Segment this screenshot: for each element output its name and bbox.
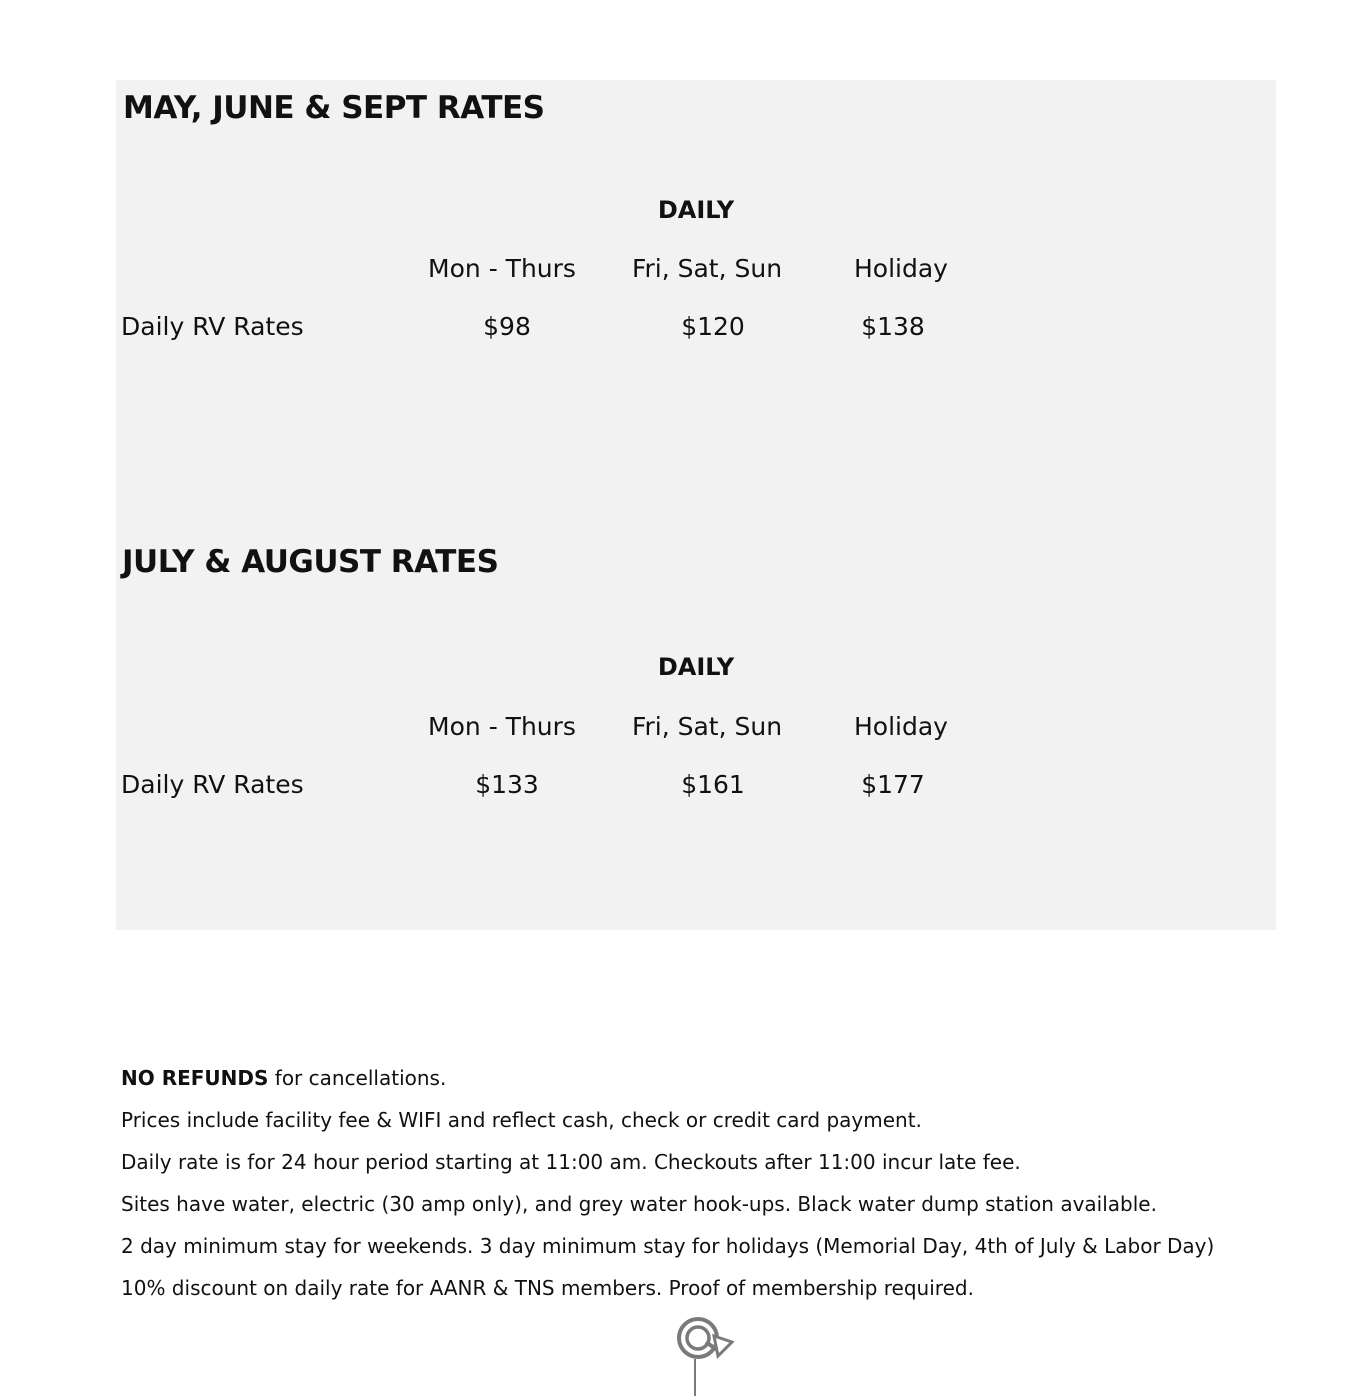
column-header-holiday: Holiday bbox=[854, 712, 948, 741]
note-daily-rate-period: Daily rate is for 24 hour period starting at 11:00 am. Checkouts after 11:00 incur late fee. bbox=[121, 1150, 1021, 1174]
refresh-badge-icon[interactable] bbox=[668, 1314, 738, 1396]
may-june-sept-title: MAY, JUNE & SEPT RATES bbox=[123, 90, 545, 126]
july-august-title: JULY & AUGUST RATES bbox=[122, 544, 499, 580]
note-member-discount: 10% discount on daily rate for AANR & TNS members. Proof of membership required. bbox=[121, 1276, 974, 1300]
daily-header: DAILY bbox=[657, 653, 735, 681]
note-minimum-stay: 2 day minimum stay for weekends. 3 day minimum stay for holidays (Memorial Day, 4th of July & Labor Day) bbox=[121, 1234, 1215, 1258]
rate-holiday: $177 bbox=[861, 770, 925, 799]
note-prices: Prices include facility fee & WIFI and reflect cash, check or credit card payment. bbox=[121, 1108, 922, 1132]
rate-fri-sat-sun: $161 bbox=[681, 770, 745, 799]
note-site-hookups: Sites have water, electric (30 amp only), and grey water hook-ups. Black water dump station available. bbox=[121, 1192, 1157, 1216]
daily-header: DAILY bbox=[657, 196, 735, 224]
rate-fri-sat-sun: $120 bbox=[681, 312, 745, 341]
rate-mon-thurs: $98 bbox=[483, 312, 531, 341]
no-refunds-label: NO REFUNDS bbox=[121, 1066, 269, 1090]
rate-mon-thurs: $133 bbox=[475, 770, 539, 799]
rate-holiday: $138 bbox=[861, 312, 925, 341]
row-label-daily-rv-rates: Daily RV Rates bbox=[121, 312, 304, 341]
row-label-daily-rv-rates: Daily RV Rates bbox=[121, 770, 304, 799]
no-refunds-text: for cancellations. bbox=[268, 1066, 447, 1090]
column-header-mon-thurs: Mon - Thurs bbox=[428, 712, 576, 741]
column-header-fri-sat-sun: Fri, Sat, Sun bbox=[631, 254, 783, 283]
column-header-holiday: Holiday bbox=[854, 254, 948, 283]
column-header-mon-thurs: Mon - Thurs bbox=[428, 254, 576, 283]
policy-notes bbox=[121, 1062, 1321, 1314]
column-header-fri-sat-sun: Fri, Sat, Sun bbox=[631, 712, 783, 741]
note-refund bbox=[121, 1062, 1321, 1104]
